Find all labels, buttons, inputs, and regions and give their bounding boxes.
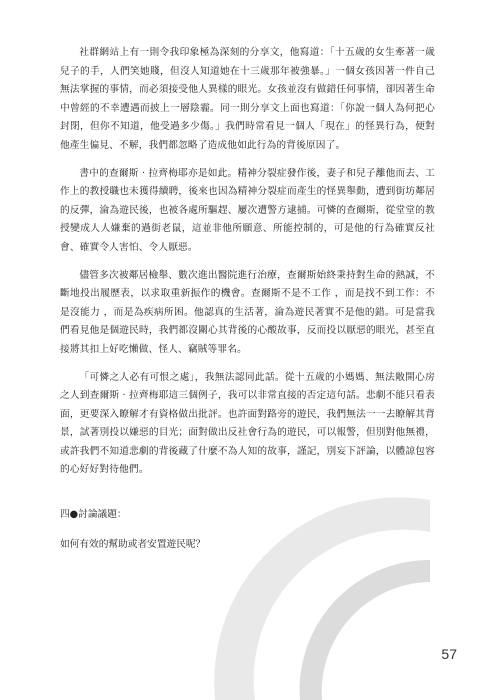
page-number: 57 — [441, 646, 457, 662]
discussion-question: 如何有效的幫助或者安置遊民呢？ — [60, 539, 206, 551]
paragraph-1: 社群網站上有一則令我印象極為深刻的分享文，他寫道：「十五歲的女生牽著一歲兒子的手，人們笑她賤，但沒人知道她在十三歲那年被強暴。」一個女孩因著一件自己無法掌握的事情，而必須接受他人異樣的眼光。女孩並沒有做錯任何事情，卻因著生命中曾經的不幸遭遇而披上一層陰霾。同一則分享文上面也寫道：「你說一個人為何把心封閉，但你不知道，他受過多少傷。」我們時常看見一個人「現在」的怪異行為，便對他產生偏見、不解，我們都忽略了造成他如此行為的背後原因了。 — [60, 47, 435, 151]
article-body — [60, 44, 435, 554]
paragraph-3: 儘管多次被鄰居檢舉、數次進出醫院進行治療，查爾斯始終秉持對生命的熱誠，不斷地投出履歷表，以求取重新振作的機會。查爾斯不是不工作 ，而是找不到工作：不是沒能力 ，而是為疾病所困。他認真的生活著，淪為遊民著實不是他的錯。可是當我們看見他是個遊民時，我們都沒關心其背後的心酸故事，反而投以厭惡的眼光，甚至直接將其扣上好吃懶做、怪人、竊賊等罪名。 — [60, 269, 435, 355]
discussion-heading: 四●討論議題： — [60, 509, 127, 521]
paragraph-2: 書中的查爾斯 ‧ 拉齊梅耶亦是如此。精神分裂症發作後，妻子和兒子離他而去、工作上的教授職也未獲得續聘，後來也因為精神分裂症而產生的怪異舉動，遭到街坊鄰居的反彈，淪為遊民後，也被各處所驅趕、屢次遭警方逮捕。可憐的查爾斯，從堂堂的教授變成人人嫌棄的過街老鼠，這並非他所願意、所能控制的，可是他的行為確實反社會、確實令人害怕、令人厭惡。 — [60, 167, 435, 253]
paragraph-4: 「可憐之人必有可恨之處」，我無法認同此話。從十五歲的小媽媽、無法敞開心房之人到查爾斯 ‧ 拉齊梅耶這三個例子，我可以非常直接的否定這句話。悲劇不能只看表面，更要深入瞭解才有資格做出批評。也許面對路旁的遊民，我們無法一一去瞭解其背景，試著別投以嫌惡的目光；面對做出反社會行為的遊民，可以報警，但別對他無禮，或許我們不知道悲劇的背後藏了什麼不為人知的故事，謹記，別妄下評論，以體諒包容的心好好對待他們。 — [60, 371, 435, 476]
decorative-arc-inner — [300, 560, 430, 700]
